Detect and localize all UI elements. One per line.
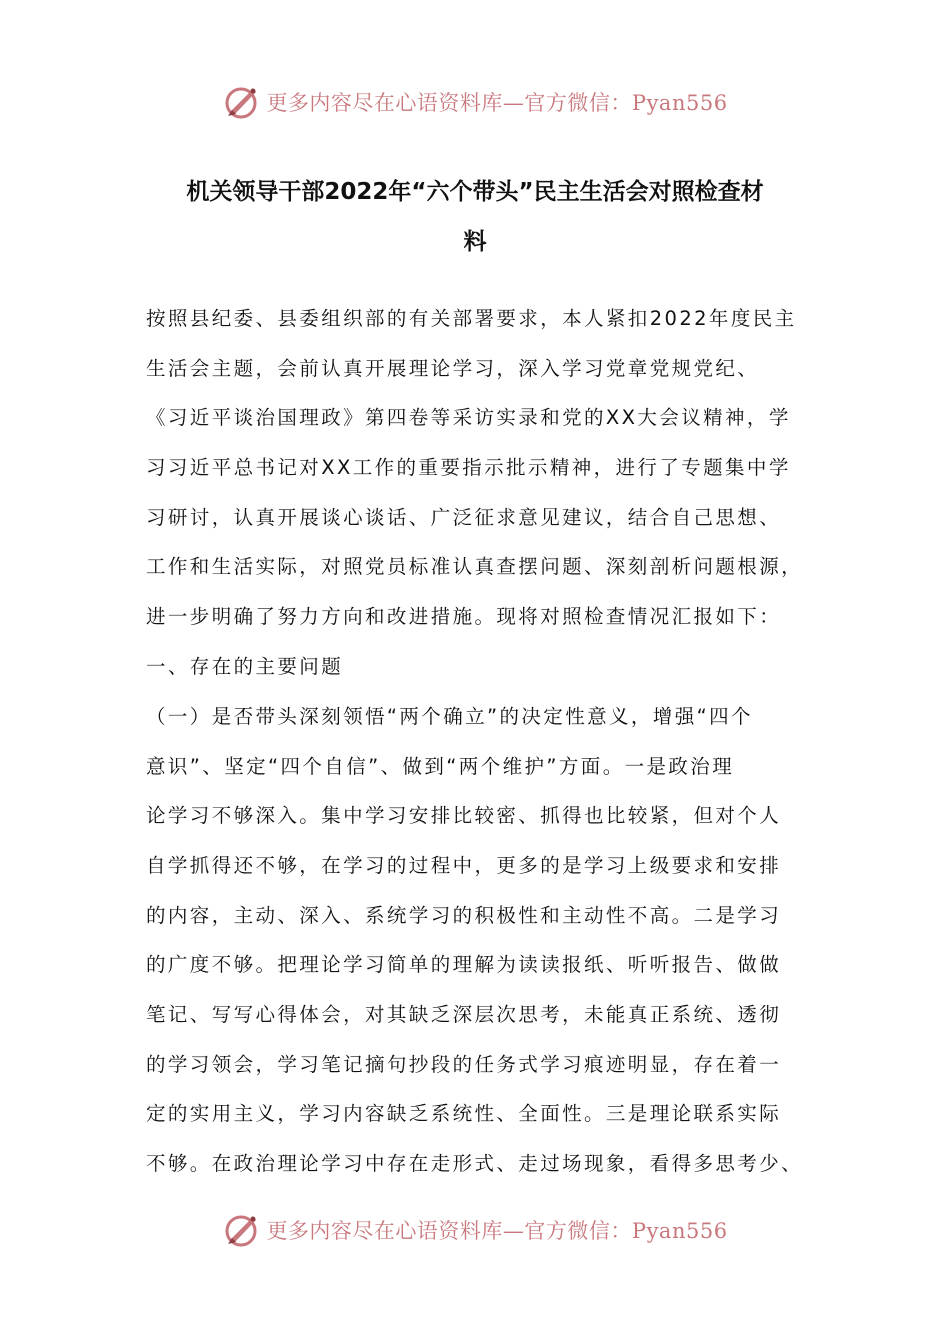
document-title-continued: 料 bbox=[463, 229, 487, 255]
footer-watermark bbox=[0, 1208, 950, 1252]
pen-circle-logo-icon bbox=[222, 82, 262, 122]
body-text-line: 按照县纪委、县委组织部的有关部署要求，本人紧扣2022年度民主 bbox=[146, 307, 797, 330]
body-text-line: 习研讨，认真开展谈心谈话、广泛征求意见建议，结合自己思想、 bbox=[146, 506, 782, 529]
body-text-line: 自学抓得还不够，在学习的过程中，更多的是学习上级要求和安排 bbox=[146, 854, 782, 877]
body-text-line: 习习近平总书记对XX工作的重要指示批示精神，进行了专题集中学 bbox=[146, 456, 791, 479]
body-text-line: 工作和生活实际，对照党员标准认真查摆问题、深刻剖析问题根源， bbox=[146, 555, 804, 578]
section-heading: 一、存在的主要问题 bbox=[146, 655, 344, 678]
body-text-line: 笔记、写写心得体会，对其缺乏深层次思考，未能真正系统、透彻 bbox=[146, 1003, 782, 1026]
watermark-text: 更多内容尽在心语资料库—官方微信：Pyan556 bbox=[266, 91, 728, 115]
watermark-text: 更多内容尽在心语资料库—官方微信：Pyan556 bbox=[266, 1219, 728, 1243]
body-text-line: 论学习不够深入。集中学习安排比较密、抓得也比较紧，但对个人 bbox=[146, 804, 782, 827]
body-text-line: 生活会主题，会前认真开展理论学习，深入学习党章党规党纪、 bbox=[146, 357, 760, 380]
body-text-line: 的学习领会，学习笔记摘句抄段的任务式学习痕迹明显，存在着一 bbox=[146, 1053, 782, 1076]
body-text-line: 定的实用主义，学习内容缺乏系统性、全面性。三是理论联系实际 bbox=[146, 1102, 782, 1125]
header-watermark bbox=[0, 80, 950, 124]
body-text-line: 的广度不够。把理论学习简单的理解为读读报纸、听听报告、做做 bbox=[146, 953, 782, 976]
body-text-line: 《习近平谈治国理政》第四卷等采访实录和党的XX大会议精神，学 bbox=[146, 406, 791, 429]
body-text-line: 意识”、坚定“四个自信”、做到“两个维护”方面。一是政治理 bbox=[146, 755, 735, 778]
document-title: 机关领导干部2022年“六个带头”民主生活会对照检查材 bbox=[186, 179, 764, 205]
body-text-line: 进一步明确了努力方向和改进措施。现将对照检查情况汇报如下： bbox=[146, 605, 782, 628]
body-text-line: 的内容，主动、深入、系统学习的积极性和主动性不高。二是学习 bbox=[146, 904, 782, 927]
body-text-line: 不够。在政治理论学习中存在走形式、走过场现象，看得多思考少、 bbox=[146, 1152, 804, 1175]
pen-circle-logo-icon bbox=[222, 1210, 262, 1250]
subsection-heading: （一）是否带头深刻领悟“两个确立”的决定性意义，增强“四个 bbox=[146, 705, 753, 728]
